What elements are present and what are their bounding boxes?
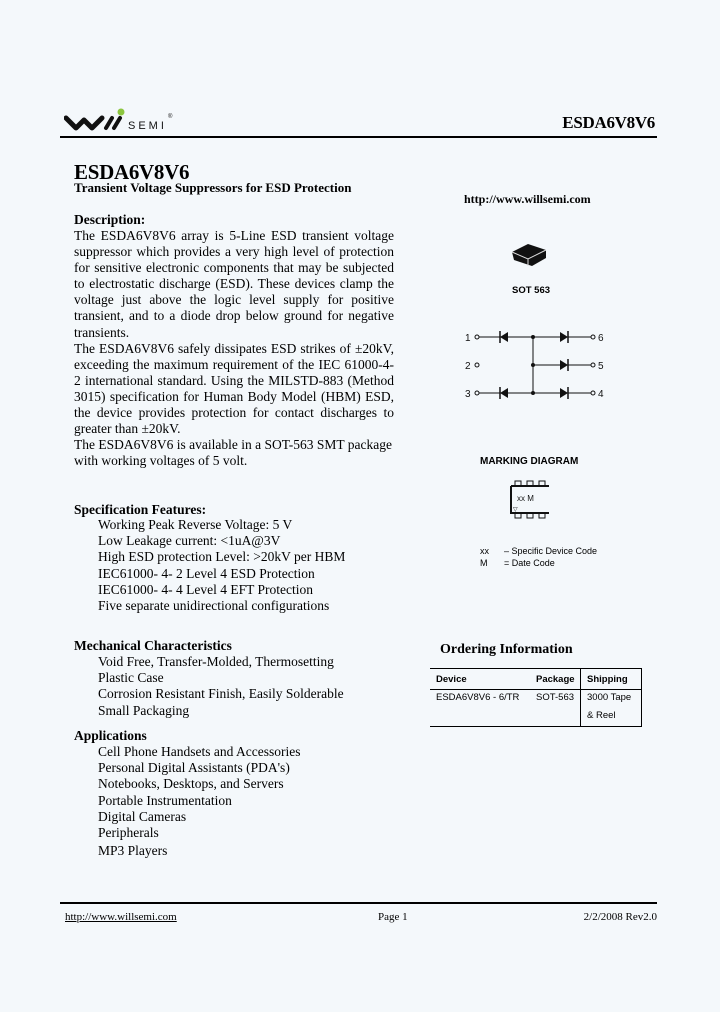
marking-diagram bbox=[505, 478, 555, 528]
header-divider bbox=[60, 136, 657, 138]
list-item: High ESD protection Level: >20kV per HBM bbox=[98, 549, 346, 565]
sot563-package-image bbox=[510, 240, 550, 275]
legend-row: M = Date Code bbox=[480, 558, 555, 568]
list-item: Five separate unidirectional configurations bbox=[98, 598, 330, 614]
legend-row: xx – Specific Device Code bbox=[480, 546, 598, 556]
circuit-schematic bbox=[460, 325, 610, 410]
page-title: ESDA6V8V6 bbox=[74, 160, 190, 184]
column-header: Device bbox=[430, 669, 530, 690]
column-header: Shipping bbox=[581, 669, 642, 690]
list-item: Personal Digital Assistants (PDA's) bbox=[98, 760, 290, 776]
table-row bbox=[430, 690, 642, 709]
footer-divider bbox=[60, 902, 657, 904]
logo-mark-icon bbox=[64, 108, 214, 134]
cell-device: ESDA6V8V6 - 6/TR bbox=[436, 692, 520, 703]
diode-array-diagram-icon bbox=[460, 325, 610, 405]
page-number: Page 1 bbox=[378, 911, 408, 923]
table-header-row bbox=[430, 669, 642, 690]
list-item: Void Free, Transfer-Molded, Thermosetting bbox=[98, 654, 334, 669]
list-item: Corrosion Resistant Finish, Easily Solderable bbox=[98, 686, 344, 702]
description-body bbox=[74, 228, 394, 469]
applications-list bbox=[98, 744, 300, 859]
package-outline-icon bbox=[505, 478, 555, 523]
description-heading: Description: bbox=[74, 212, 146, 227]
svg-text:xx M: xx M bbox=[517, 494, 534, 503]
footer-link[interactable]: http://www.willsemi.com bbox=[65, 911, 177, 923]
description-paragraph: The ESDA6V8V6 is available in a SOT-563 SMT package with working voltages of 5 volt. bbox=[74, 437, 392, 469]
list-item: Cell Phone Handsets and Accessories bbox=[98, 744, 301, 759]
spec-features-list bbox=[98, 517, 345, 614]
date-revision: 2/2/2008 Rev2.0 bbox=[583, 911, 657, 923]
svg-text:2: 2 bbox=[465, 361, 471, 372]
svg-text:®: ® bbox=[168, 114, 173, 120]
svg-text:5: 5 bbox=[598, 361, 604, 372]
table-row bbox=[430, 708, 642, 727]
marking-diagram-title: MARKING DIAGRAM bbox=[480, 456, 579, 467]
list-item: IEC61000- 4- 4 Level 4 EFT Protection bbox=[98, 581, 313, 597]
list-item: Small Packaging bbox=[98, 702, 190, 718]
mechanical-list bbox=[98, 654, 344, 719]
list-item: Digital Cameras bbox=[98, 808, 187, 824]
cell-package: SOT-563 bbox=[536, 692, 575, 703]
package-label: SOT 563 bbox=[512, 285, 551, 296]
page-subtitle: Transient Voltage Suppressors for ESD Protection bbox=[74, 180, 352, 195]
cell-shipping: & Reel bbox=[581, 708, 642, 727]
website-url[interactable]: http://www.willsemi.com bbox=[464, 192, 591, 206]
list-item: Plastic Case bbox=[98, 670, 164, 686]
svg-text:SEMI: SEMI bbox=[128, 120, 167, 132]
marking-legend bbox=[480, 545, 597, 569]
list-item: Peripherals bbox=[98, 825, 159, 841]
description-paragraph: The ESDA6V8V6 safely dissipates ESD strikes of ±20kV, exceeding the maximum requirement of the IEC 61000-4-2 international standard. Using the MILSTD-883 (Method 3015) specification for Human Body Model (HBM) ESD, the device provides protection for contact discharges to greater than ±20kV. bbox=[74, 340, 394, 437]
description-paragraph: The ESDA6V8V6 array is 5-Line ESD transient voltage suppressor which provides a very high level of protection for sensitive electronic components that may be subjected to electrostatic discharge (ESD). These devices clamp the voltage just above the logic level supply for positive transient, and to a diode drop below ground for negative transients. bbox=[74, 228, 394, 340]
list-item: Low Leakage current: <1uA@3V bbox=[98, 533, 281, 549]
svg-text:6: 6 bbox=[598, 333, 604, 344]
ordering-heading: Ordering Information bbox=[440, 642, 573, 657]
list-item: MP3 Players bbox=[98, 843, 168, 859]
cell-shipping: 3000 Tape bbox=[581, 690, 642, 709]
svg-text:1: 1 bbox=[465, 333, 471, 344]
svg-text:3: 3 bbox=[465, 389, 471, 400]
column-header: Package bbox=[530, 669, 581, 690]
spec-features-heading: Specification Features: bbox=[74, 502, 207, 517]
list-item: Working Peak Reverse Voltage: 5 V bbox=[98, 517, 293, 532]
applications-heading: Applications bbox=[74, 728, 147, 743]
list-item: IEC61000- 4- 2 Level 4 ESD Protection bbox=[98, 565, 315, 581]
ordering-table bbox=[430, 668, 642, 727]
svg-text:4: 4 bbox=[598, 389, 604, 400]
willsemi-logo bbox=[64, 108, 214, 134]
svg-text:▽: ▽ bbox=[513, 507, 518, 513]
header-part-number: ESDA6V8V6 bbox=[562, 113, 655, 132]
mechanical-heading: Mechanical Characteristics bbox=[74, 638, 232, 653]
list-item: Portable Instrumentation bbox=[98, 792, 232, 808]
list-item: Notebooks, Desktops, and Servers bbox=[98, 776, 284, 792]
chip-icon bbox=[510, 240, 550, 270]
